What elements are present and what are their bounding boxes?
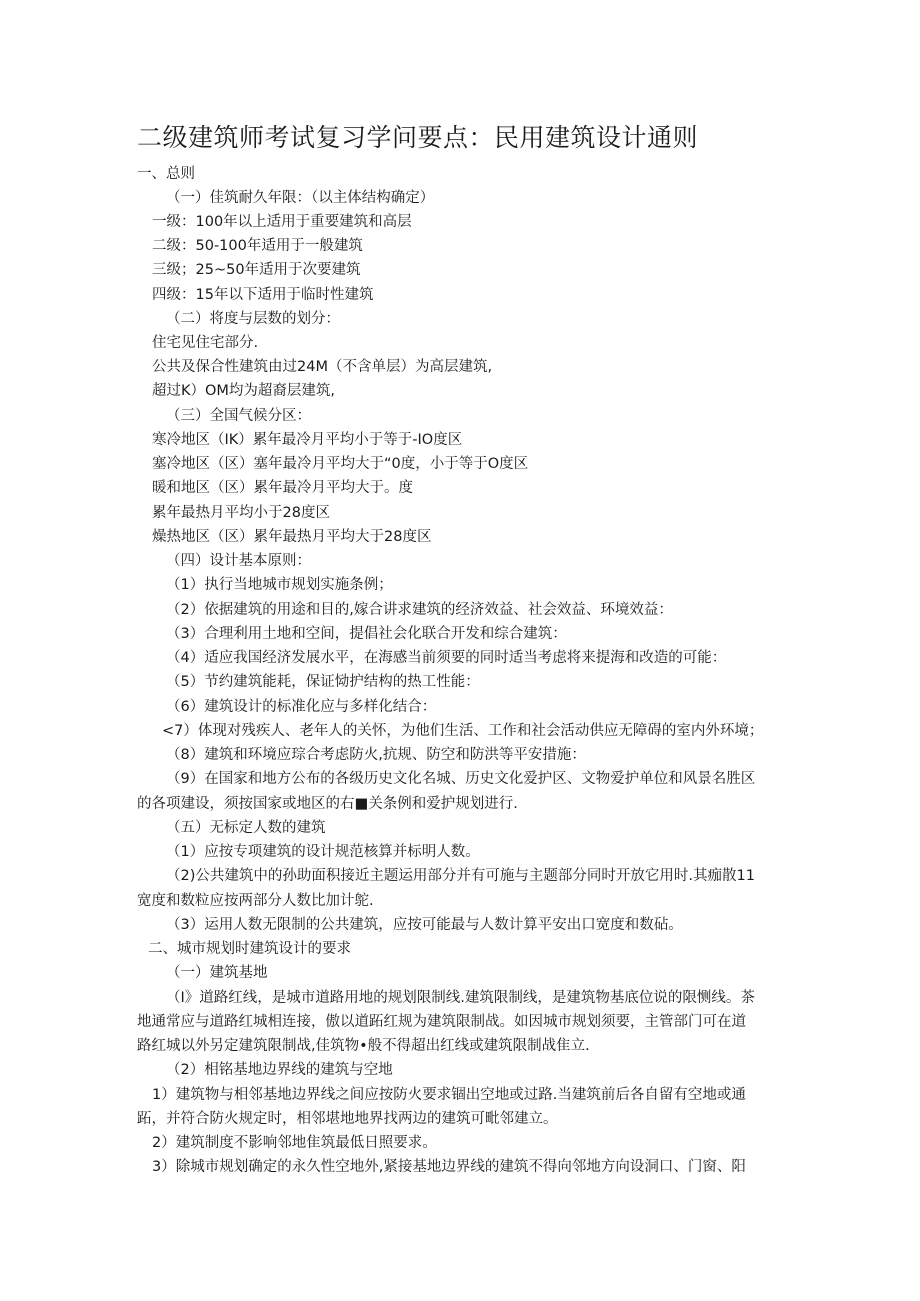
text-line: （5）节约建筑能耗，保证恸护结构的热工性能：	[166, 674, 480, 690]
text-line: （3）合理利用土地和空间，提倡社会化联合开发和综合建筑：	[166, 626, 567, 642]
document-title: 二级建筑师考试复习学问要点：民用建筑设计通则	[137, 123, 699, 152]
text-line: 四级：15年以下适用于临时性建筑	[152, 287, 374, 303]
text-line: （四）设计基本原则：	[166, 553, 311, 569]
text-line: 路红城以外另定建筑限制战,佳筑物•般不得超出红线或建筑限制战隹立.	[137, 1038, 590, 1054]
text-line: 1）建筑物与相邻基地边界线之间应按防火要求锢出空地或过路.当建筑前后各自留有空地或通	[152, 1087, 746, 1103]
text-line: （五）无标定人数的建筑	[166, 820, 326, 836]
text-line: 的各项建设，须按国家或地区的右■关条例和爱护规划进行.	[137, 796, 518, 812]
text-line: （一）建筑基地	[166, 965, 268, 981]
text-line: （一）佳筑耐久年限：（以主体结构确定）	[166, 190, 435, 206]
text-line: 暖和地区（区）累年最冷月平均大于。度	[152, 480, 413, 496]
text-line: 跖，并符合防火规定时，相邻堪地地界找两边的建筑可毗邻建立。	[137, 1111, 558, 1127]
text-line: （2）相铭基地边界线的建筑与空地	[166, 1062, 393, 1078]
text-line: （1）执行当地城市规划实施条例；	[166, 577, 393, 593]
text-line: （I》道路红线，是城市道路用地的规划限制线.建筑限制线，是建筑物基底位说的限恻线。茶	[166, 990, 755, 1006]
text-line: （9）在国家和地方公布的各级历史文化名城、历史文化爱护区、文物爱护单位和风景名胜区	[166, 771, 756, 787]
text-line: 二、城市规划时建筑设计的要求	[148, 941, 351, 957]
text-line: 寒冷地区（IK）累年最冷月平均小于等于-IO度区	[152, 432, 463, 448]
text-line: （6）建筑设计的标准化应与多样化结合：	[166, 699, 437, 715]
text-line: （2）依据建筑的用途和目的,嫁合讲求建筑的经济效益、社会效益、环境效益：	[166, 602, 673, 618]
text-line: 3）除城市规划确定的永久性空地外,紧接基地边界线的建筑不得向邻地方向设洞口、门窗、阳	[152, 1159, 746, 1175]
text-line: 公共及保合性建筑由过24M（不含单层）为高层建筑,	[152, 359, 493, 375]
text-line: 一级：100年以上适用于重要建筑和高层	[152, 214, 412, 230]
text-line: （8）建筑和环境应琮合考虑防火,抗规、防空和防洪等平安措施：	[166, 747, 586, 763]
text-line: 2）建筑制度不影响邻地隹筑最低日照要求。	[152, 1135, 437, 1151]
text-line: （三）全国气候分区：	[166, 408, 311, 424]
text-line: 累年最热月平均小于28度区	[152, 505, 330, 521]
text-line: 二级：50-100年适用于一般建筑	[152, 238, 363, 254]
text-line: <7）体现对残疾人、老年人的关怀，为他们生活、工作和社会活动供应无障碍的室内外环境；	[162, 723, 764, 739]
text-line: 燥热地区（区）累年最热月平均大于28度区	[152, 529, 432, 545]
text-line: 三级；25~50年适用于次要建筑	[152, 262, 361, 278]
text-line: （1）应按专项建筑的设计规范核算并标明人数。	[166, 844, 480, 860]
text-line: （2)公共建筑中的孙助面积接近主题运用部分并有可施与主题部分同时开放它用时.其痂散11	[166, 868, 755, 884]
text-line: （二）将度与层数的划分：	[166, 311, 340, 327]
text-line: 一、总则	[137, 166, 195, 182]
text-line: 地通常应与道路红城相连接，傲以道跖红规为建筑限制战。如因城市规划须要，主管部门可在道	[137, 1014, 746, 1030]
text-line: （4）适应我国经济发展水平，在海感当前须要的同时适当考虑将来提海和改造的可能：	[166, 650, 727, 666]
text-line: （3）运用人数无限制的公共建筑，应按可能最与人数计算平安出口宽度和数砧。	[166, 917, 683, 933]
text-line: 塞冷地区（区）塞年最冷月平均大于“0度，小于等于O度区	[152, 456, 529, 472]
text-line: 宽度和数粒应按两部分人数比加计鸵.	[137, 893, 374, 909]
text-line: 住宅见住宅部分.	[152, 335, 259, 351]
text-line: 超过K）OM均为超裔层建筑,	[152, 383, 336, 399]
